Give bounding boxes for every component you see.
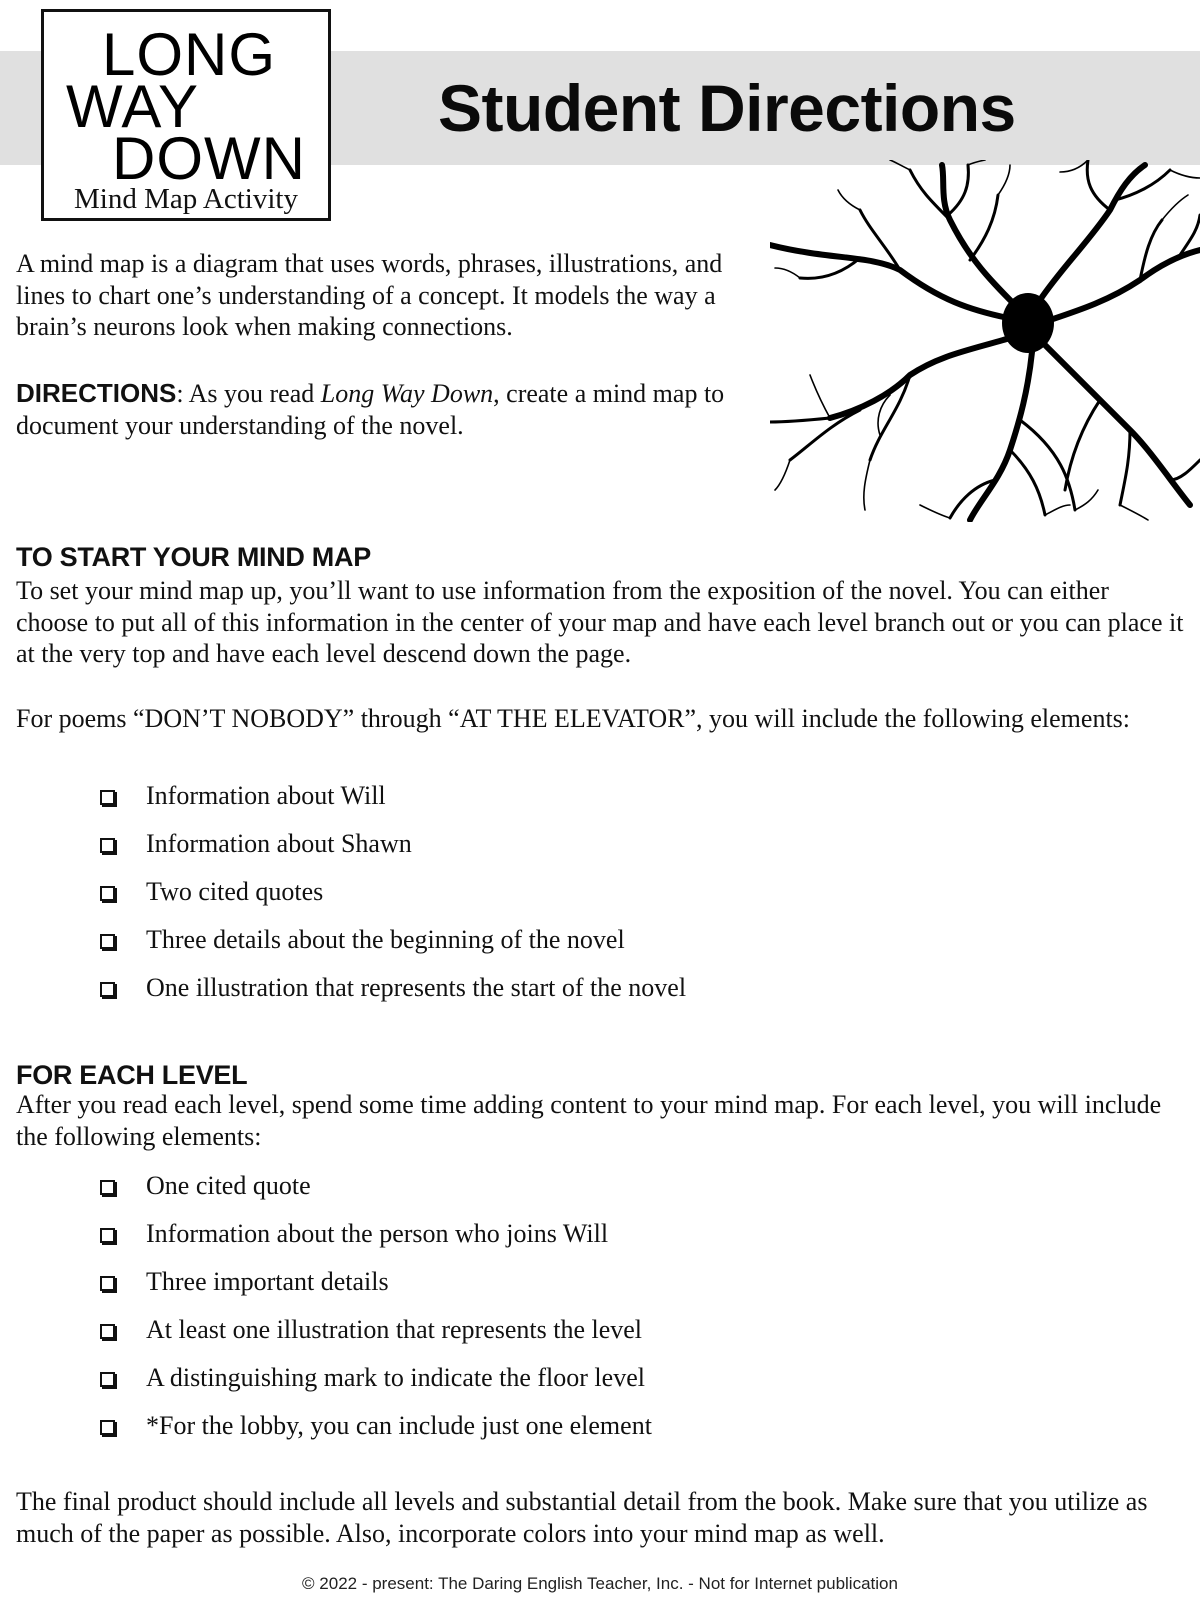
- directions-label: DIRECTIONS: [16, 378, 177, 408]
- book-title: Long Way Down: [320, 379, 494, 408]
- checklist-item-label: At least one illustration that represents the level: [146, 1315, 643, 1344]
- checklist-item-label: Information about Will: [146, 781, 386, 810]
- checkbox-icon[interactable]: [100, 1228, 115, 1243]
- logo-line-1: LONG: [102, 21, 277, 88]
- logo-subtitle: Mind Map Activity: [74, 183, 298, 215]
- checkbox-icon[interactable]: [100, 790, 115, 805]
- checklist-item-label: Three details about the beginning of the novel: [146, 925, 625, 954]
- checklist-item[interactable]: [96, 1267, 652, 1315]
- intro-paragraph: A mind map is a diagram that uses words, phrases, illustrations, and lines to chart one’s understanding of a concept. It models the way a brain’s neurons look when making connections.: [16, 249, 723, 341]
- checklist-item[interactable]: [96, 1315, 652, 1363]
- poems-paragraph: For poems “DON’T NOBODY” through “AT THE ELEVATOR”, you will include the following elements:: [16, 704, 1131, 733]
- checklist-item[interactable]: [96, 829, 686, 877]
- checkbox-icon[interactable]: [100, 886, 115, 901]
- checklist-item-label: One illustration that represents the start of the novel: [146, 973, 687, 1002]
- checklist-item-label: Two cited quotes: [146, 877, 324, 906]
- book-logo: [41, 9, 331, 221]
- copyright-footer: © 2022 - present: The Daring English Teacher, Inc. - Not for Internet publication: [302, 1574, 898, 1593]
- checklist-item[interactable]: [96, 877, 686, 925]
- page-title: Student Directions: [438, 71, 1016, 145]
- checkbox-icon[interactable]: [100, 1420, 115, 1435]
- directions-paragraph: [16, 378, 756, 441]
- checklist-item[interactable]: [96, 781, 686, 829]
- checkbox-icon[interactable]: [100, 1276, 115, 1291]
- checklist-item[interactable]: [96, 1219, 652, 1267]
- checkbox-icon[interactable]: [100, 934, 115, 949]
- checkbox-icon[interactable]: [100, 982, 115, 997]
- checklist-item-label: Information about Shawn: [146, 829, 412, 858]
- logo-line-2: WAY: [66, 73, 199, 140]
- checklist-item-label: A distinguishing mark to indicate the floor level: [146, 1363, 645, 1392]
- final-paragraph: The final product should include all levels and substantial detail from the book. Make sure that you utilize as much of the paper as possible. Also, incorporate colors into your mind map as well.: [16, 1487, 1148, 1548]
- each-level-paragraph: After you read each level, spend some time adding content to your mind map. For each level, you will include the following elements:: [16, 1090, 1162, 1151]
- each-level-checklist: [96, 1171, 652, 1459]
- directions-text-after: , create a mind map to document your understanding of the novel.: [16, 379, 725, 440]
- checklist-item[interactable]: [96, 925, 686, 973]
- checkbox-icon[interactable]: [100, 1180, 115, 1195]
- start-paragraph: To set your mind map up, you’ll want to use information from the exposition of the novel. You can either choose to put all of this information in the center of your map and have each level branch out or you can place it at the very top and have each level descend down the page.: [16, 576, 1184, 668]
- checkbox-icon[interactable]: [100, 1372, 115, 1387]
- checklist-item-label: Three important details: [146, 1267, 389, 1296]
- checklist-item[interactable]: [96, 973, 686, 1021]
- checklist-item[interactable]: [96, 1171, 652, 1219]
- neuron-icon: [770, 160, 1200, 522]
- checklist-item[interactable]: [96, 1411, 652, 1459]
- directions-text-before: : As you read: [176, 379, 321, 408]
- checklist-item-label: Information about the person who joins Will: [146, 1219, 609, 1248]
- logo-line-3: DOWN: [112, 125, 306, 192]
- checklist-item-label: *For the lobby, you can include just one element: [146, 1411, 652, 1440]
- each-level-heading: FOR EACH LEVEL: [16, 1060, 248, 1090]
- checkbox-icon[interactable]: [100, 1324, 115, 1339]
- checkbox-icon[interactable]: [100, 838, 115, 853]
- start-heading: TO START YOUR MIND MAP: [16, 542, 371, 572]
- start-checklist: [96, 781, 686, 1021]
- checklist-item[interactable]: [96, 1363, 652, 1411]
- checklist-item-label: One cited quote: [146, 1171, 311, 1200]
